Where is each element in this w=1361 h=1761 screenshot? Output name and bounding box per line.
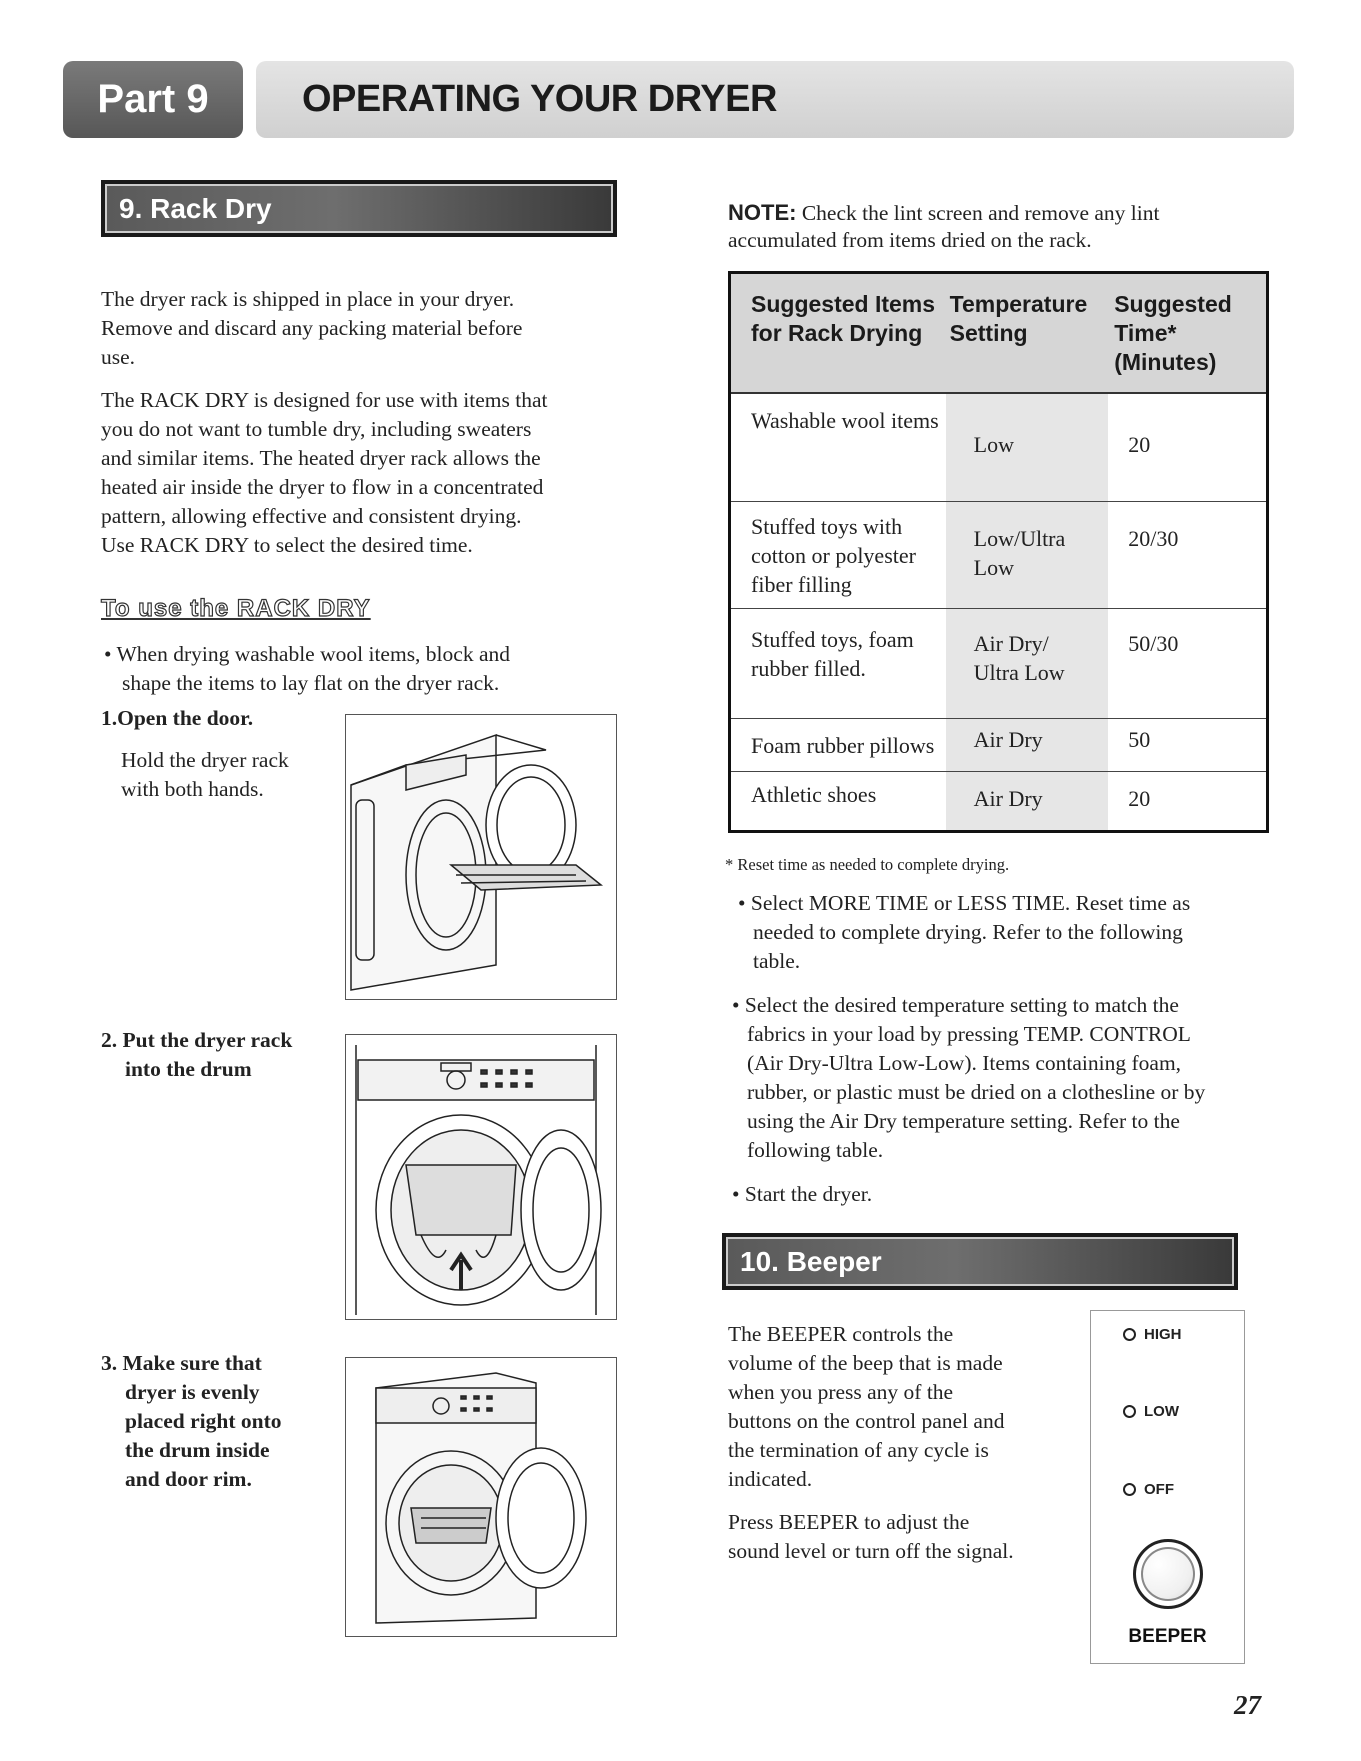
item-cell: Foam rubber pillows bbox=[730, 719, 946, 771]
step3-line: and door rim. bbox=[125, 1467, 252, 1491]
temp-line: fabrics in your load by pressing TEMP. CONTROL bbox=[747, 1022, 1191, 1046]
beeper-level-off: OFF bbox=[1123, 1481, 1174, 1498]
intro-line: The dryer rack is shipped in place in your dryer. bbox=[101, 287, 515, 311]
temp-line: following table. bbox=[747, 1138, 884, 1162]
table-header-row bbox=[730, 273, 1268, 394]
step1-illustration bbox=[345, 714, 617, 1000]
time-line: table. bbox=[753, 949, 801, 973]
item-cell: Washable wool items bbox=[730, 393, 946, 502]
beeper-description bbox=[728, 1320, 1068, 1494]
table-row bbox=[730, 608, 1268, 719]
beeper-panel bbox=[1090, 1310, 1245, 1664]
desc-line: The RACK DRY is designed for use with items that bbox=[101, 388, 548, 412]
temp-cell: Low/Ultra Low bbox=[946, 502, 1109, 609]
rack-dry-heading-label: 9. Rack Dry bbox=[105, 184, 613, 233]
temp-cell: Low bbox=[946, 393, 1109, 502]
desc-line: pattern, allowing effective and consistent drying. bbox=[101, 504, 522, 528]
part-tab: Part 9 bbox=[63, 61, 243, 138]
led-indicator-icon bbox=[1123, 1328, 1136, 1341]
step3-illustration bbox=[345, 1357, 617, 1637]
desc-line: you do not want to tumble dry, including sweaters bbox=[101, 417, 532, 441]
step3-line: placed right onto bbox=[125, 1409, 282, 1433]
beeper-level-low: LOW bbox=[1123, 1403, 1179, 1420]
step2-line: 2. Put the dryer rack bbox=[101, 1028, 293, 1052]
note-line: accumulated from items dried on the rack. bbox=[728, 228, 1092, 252]
time-cell: 50 bbox=[1108, 719, 1267, 771]
temp-bullet bbox=[732, 991, 1292, 1165]
beeper-line: buttons on the control panel and bbox=[728, 1409, 1005, 1433]
beeper-press-text bbox=[728, 1508, 1078, 1566]
rack-dry-heading bbox=[101, 180, 617, 237]
rack-dry-description bbox=[101, 386, 631, 560]
time-cell: 20 bbox=[1128, 785, 1151, 811]
beeper-line: the termination of any cycle is bbox=[728, 1438, 989, 1462]
table-row bbox=[730, 502, 1268, 609]
time-line: needed to complete drying. Refer to the following bbox=[753, 920, 1183, 944]
temp-cell: Air Dry/ Ultra Low bbox=[946, 608, 1109, 719]
beeper-level-high: HIGH bbox=[1123, 1326, 1182, 1343]
temp-cell: Air Dry bbox=[946, 719, 1109, 771]
temp-line: Select the desired temperature setting to match the bbox=[744, 993, 1179, 1017]
step1-title: 1.Open the door. bbox=[101, 706, 254, 730]
start-bullet: • Start the dryer. bbox=[732, 1180, 872, 1209]
dryer-rack-placed-icon bbox=[346, 1358, 615, 1635]
step3-line: 3. Make sure that bbox=[101, 1351, 262, 1375]
beeper-line: indicated. bbox=[728, 1467, 813, 1491]
use-rack-dry-title: To use the RACK DRY bbox=[101, 595, 371, 622]
wool-bullet bbox=[104, 640, 624, 698]
desc-line: heated air inside the dryer to flow in a concentrated bbox=[101, 475, 544, 499]
note-label: NOTE: bbox=[728, 200, 797, 225]
beeper-heading bbox=[722, 1233, 1238, 1290]
item-cell: Stuffed toys with cotton or polyester fiber filling bbox=[730, 502, 946, 609]
beeper-heading-label: 10. Beeper bbox=[726, 1237, 1234, 1286]
step2-line: into the drum bbox=[125, 1057, 252, 1081]
header-items: Suggested Items for Rack Drying bbox=[730, 273, 946, 394]
led-indicator-icon bbox=[1123, 1405, 1136, 1418]
rack-dry-table bbox=[728, 271, 1269, 833]
press-line: Press BEEPER to adjust the bbox=[728, 1510, 970, 1534]
time-cell: 50/30 bbox=[1108, 608, 1267, 719]
step3-text bbox=[101, 1349, 331, 1494]
time-bullet bbox=[738, 889, 1278, 976]
time-cell: 20 bbox=[1108, 393, 1267, 502]
beeper-line: when you press any of the bbox=[728, 1380, 954, 1404]
header-time: Suggested Time* (Minutes) bbox=[1108, 273, 1267, 394]
led-indicator-icon bbox=[1123, 1483, 1136, 1496]
desc-line: and similar items. The heated dryer rack allows the bbox=[101, 446, 541, 470]
note-line: Check the lint screen and remove any lint bbox=[796, 201, 1160, 225]
step3-line: the drum inside bbox=[125, 1438, 270, 1462]
item-cell: Stuffed toys, foam rubber filled. bbox=[730, 608, 946, 719]
beeper-line: The BEEPER controls the bbox=[728, 1322, 954, 1346]
temp-cell: Air Dry bbox=[946, 771, 1109, 831]
wool-line: shape the items to lay flat on the dryer rack. bbox=[122, 671, 500, 695]
time-cell: 20/30 bbox=[1108, 502, 1267, 609]
step1-line: with both hands. bbox=[121, 777, 264, 801]
step1-line: Hold the dryer rack bbox=[121, 748, 289, 772]
press-line: sound level or turn off the signal. bbox=[728, 1539, 1014, 1563]
table-row bbox=[730, 771, 1268, 831]
beeper-line: volume of the beep that is made bbox=[728, 1351, 1003, 1375]
note bbox=[728, 199, 1288, 254]
intro-line: use. bbox=[101, 345, 136, 369]
beeper-button-label: BEEPER bbox=[1128, 1626, 1207, 1647]
beeper-button[interactable] bbox=[1133, 1539, 1203, 1609]
step3-line: dryer is evenly bbox=[125, 1380, 260, 1404]
page-number: 27 bbox=[1234, 1690, 1261, 1720]
rack-dry-intro bbox=[101, 285, 621, 372]
wool-line: When drying washable wool items, block and bbox=[116, 642, 510, 666]
item-cell: Athletic shoes bbox=[751, 781, 877, 807]
dryer-open-door-icon bbox=[346, 715, 615, 998]
time-line: Select MORE TIME or LESS TIME. Reset time as bbox=[750, 891, 1191, 915]
step2-text bbox=[101, 1026, 331, 1084]
page-title: OPERATING YOUR DRYER bbox=[256, 61, 1294, 138]
desc-line: Use RACK DRY to select the desired time. bbox=[101, 533, 473, 557]
temp-line: using the Air Dry temperature setting. Refer to the bbox=[747, 1109, 1180, 1133]
temp-line: (Air Dry-Ultra Low-Low). Items containing foam, bbox=[747, 1051, 1182, 1075]
table-row bbox=[730, 393, 1268, 502]
temp-line: rubber, or plastic must be dried on a clothesline or by bbox=[747, 1080, 1206, 1104]
dryer-insert-rack-icon bbox=[346, 1035, 615, 1318]
header-temperature: Temperature Setting bbox=[946, 273, 1109, 394]
intro-line: Remove and discard any packing material before bbox=[101, 316, 523, 340]
table-footnote: * Reset time as needed to complete drying. bbox=[725, 855, 1010, 874]
table-row bbox=[730, 719, 1268, 771]
step2-illustration bbox=[345, 1034, 617, 1320]
step1-text bbox=[121, 746, 331, 804]
